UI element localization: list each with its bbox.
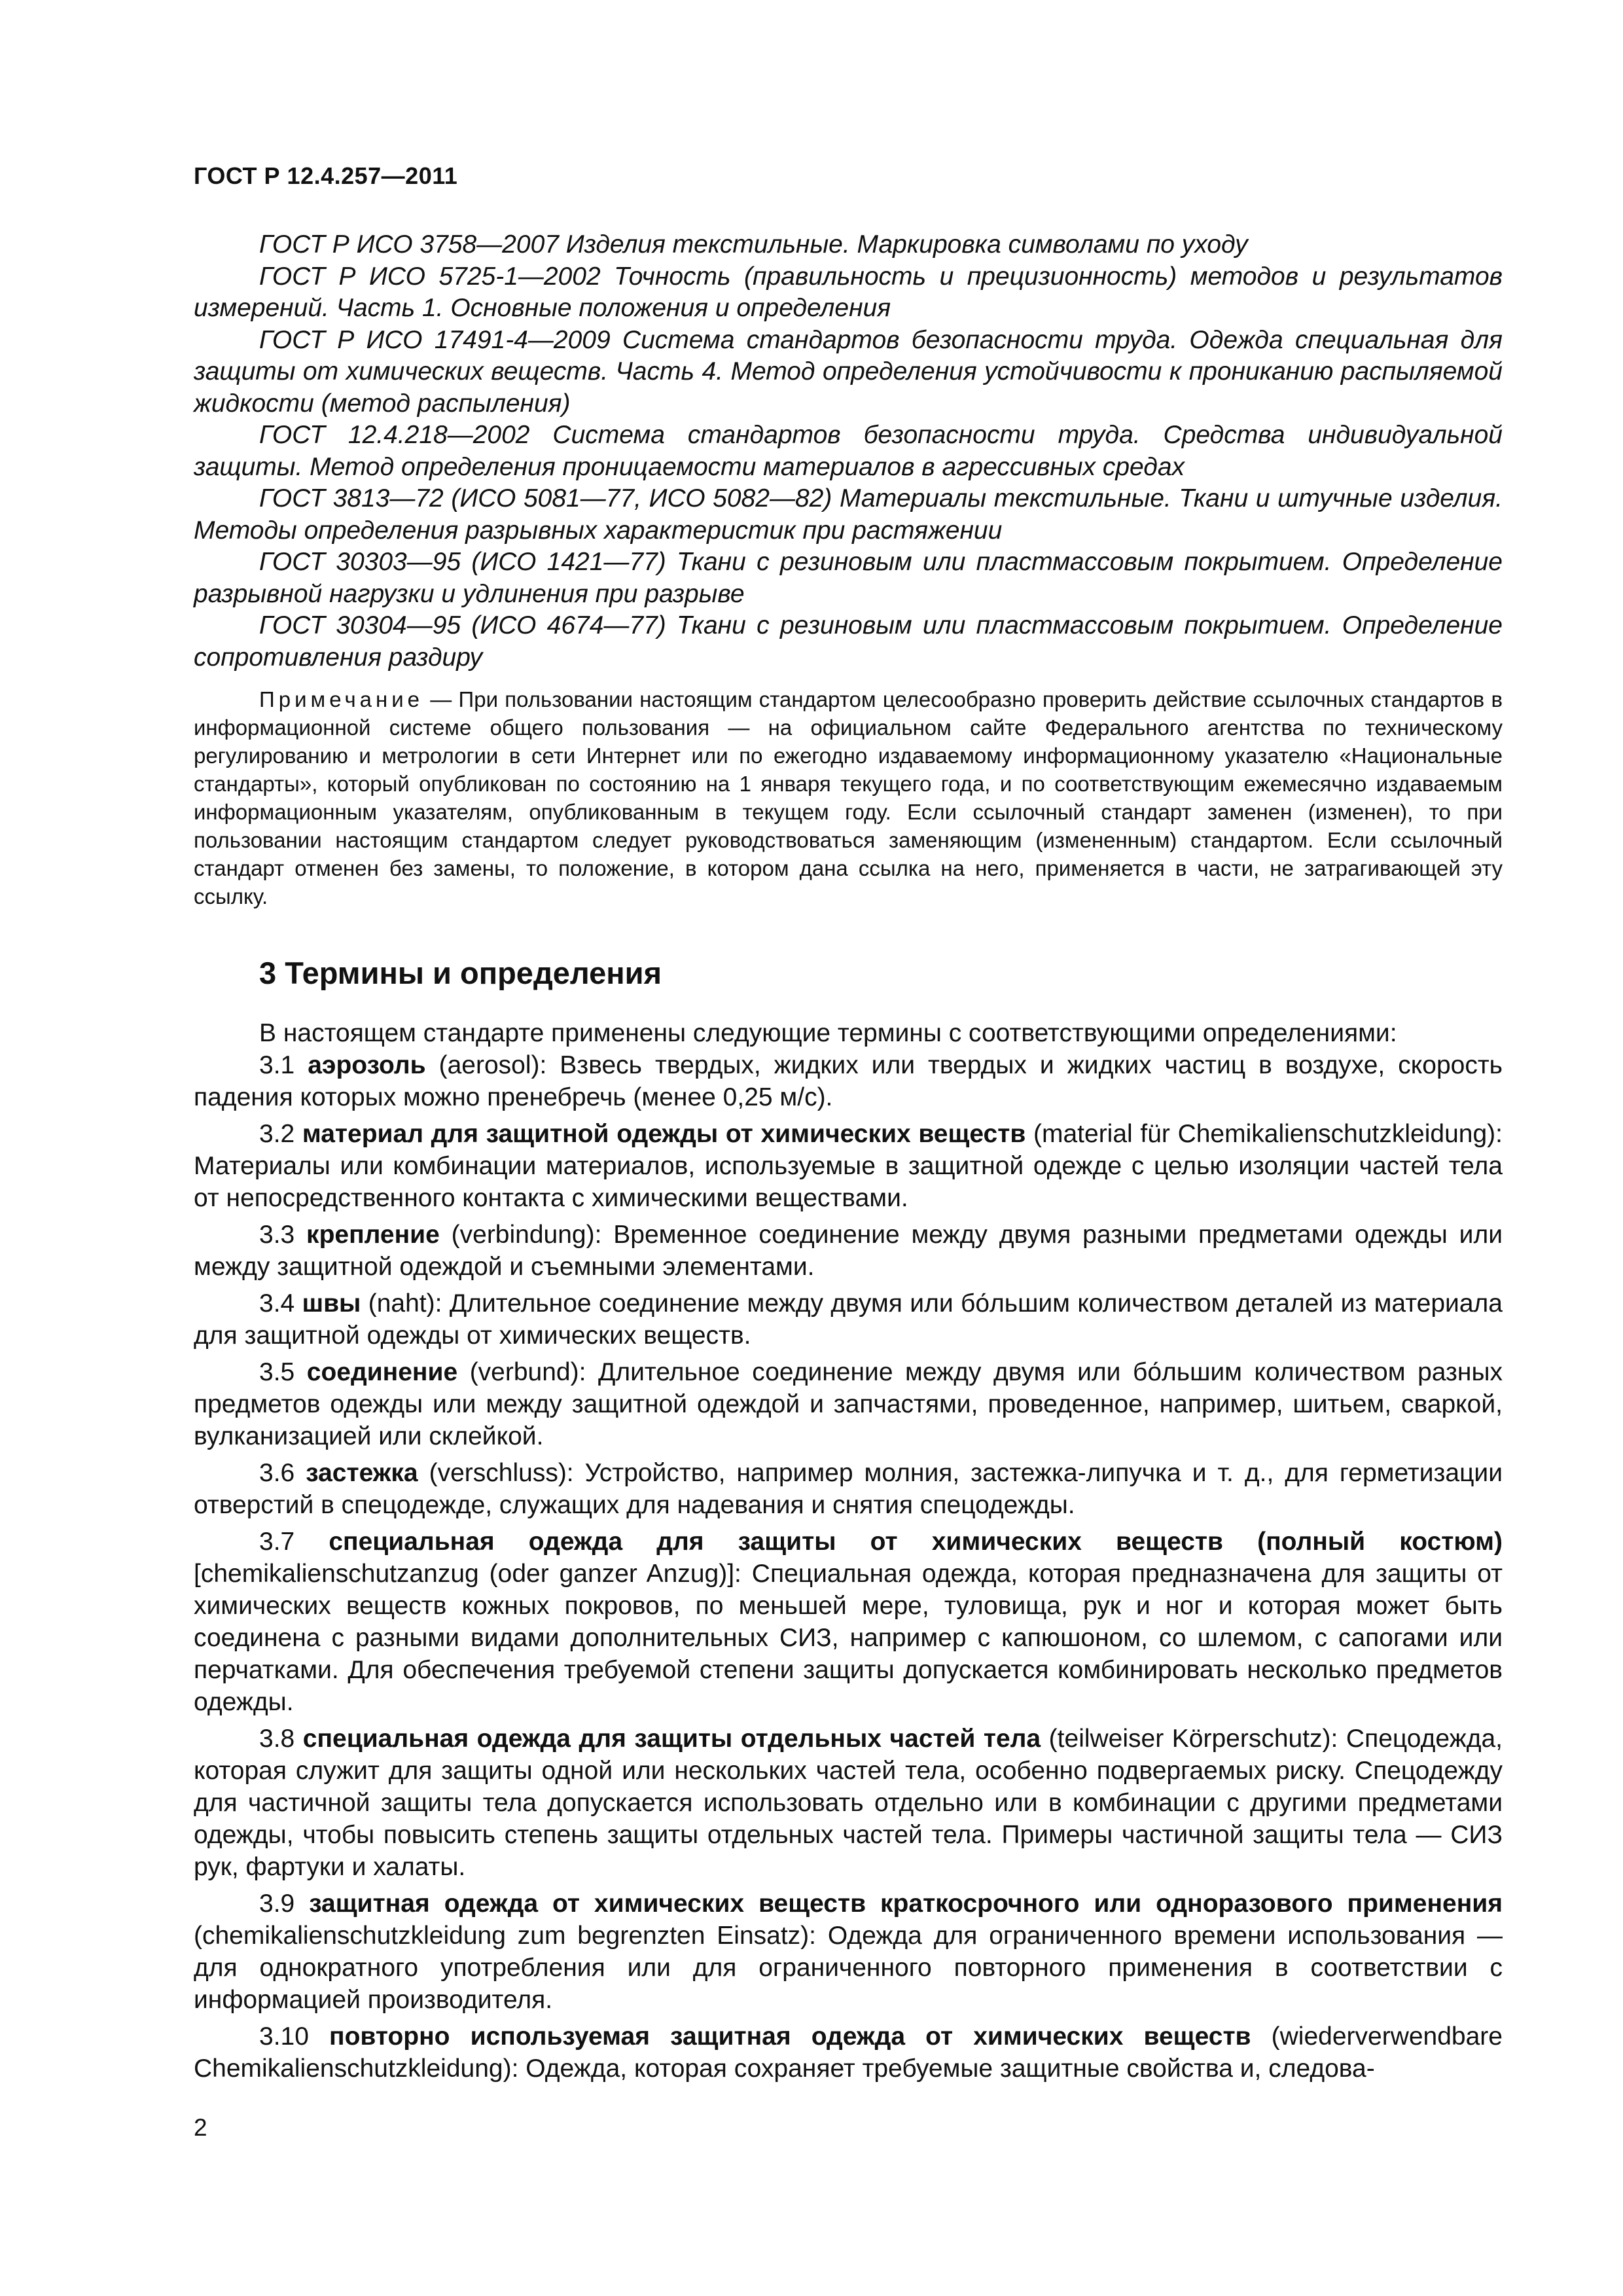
term-text: (chemikalienschutzkleidung zum begrenzten Einsatz): Одежда для ограниченного времени использования — для однократного употребления или для ограниченного повторного применения в соответствии с информацией производителя. — [194, 1922, 1503, 2014]
term-definition — [194, 1049, 1503, 1113]
term-text: (verbund): Длительное соединение между двумя или бо́льшим количеством разных предметов одежды или между защитной одеждой и запчастями, проведенное, например, шитьем, сваркой, вулканизацией или склейкой. — [194, 1358, 1503, 1450]
term-name: защитная одежда от химических веществ краткосрочного или одноразового применения — [309, 1890, 1503, 1918]
term-name: крепление — [306, 1221, 440, 1249]
term-number: 3.4 — [259, 1289, 302, 1318]
term-number: 3.6 — [259, 1459, 306, 1487]
term-text: (aerosol): Взвесь твердых, жидких или твердых и жидких частиц в воздухе, скорость падения которых можно пренебречь (менее 0,25 м/с). — [194, 1051, 1503, 1111]
reference-item: ГОСТ Р ИСО 17491-4—2009 Система стандартов безопасности труда. Одежда специальная для защиты от химических веществ. Часть 4. Метод определения устойчивости к прониканию распыляемой жидкости (метод распыления) — [194, 325, 1503, 418]
section-intro: В настоящем стандарте применены следующие термины с соответствующими определениями: — [259, 1019, 1397, 1047]
note-label: Примечание — [259, 687, 424, 711]
term-name: застежка — [306, 1459, 418, 1487]
term-name: швы — [302, 1289, 361, 1318]
term-text: (wiederverwendbare Chemikalienschutzkleidung): Одежда, которая сохраняет требуемые защитные свойства и, следова- — [194, 2022, 1503, 2083]
term-definition — [194, 1526, 1503, 1718]
term-definition — [194, 1118, 1503, 1214]
page-content — [194, 229, 1503, 2089]
term-name: материал для защитной одежды от химических веществ — [302, 1120, 1026, 1148]
term-definition — [194, 1457, 1503, 1521]
reference-item: ГОСТ 30303—95 (ИСО 1421—77) Ткани с резиновым или пластмассовым покрытием. Определение разрывной нагрузки и удлинения при разрыве — [194, 548, 1503, 608]
term-text: (verschluss): Устройство, например молния, застежка-липучка и т. д., для герметизации отверстий в спецодежде, служащих для надевания и снятия спецодежды. — [194, 1459, 1503, 1519]
term-definition — [194, 2020, 1503, 2085]
terms-section — [194, 1017, 1503, 2085]
normative-references-list — [194, 229, 1503, 673]
term-text: (material für Chemikalienschutzkleidung): Материалы или комбинации материалов, используемые в защитной одежде с целью изоляции частей тела от непосредственного контакта с химическими веществами. — [194, 1120, 1503, 1212]
page-number: 2 — [194, 2114, 207, 2141]
term-definition — [194, 1356, 1503, 1452]
reference-item: ГОСТ Р ИСО 3758—2007 Изделия текстильные. Маркировка символами по уходу — [259, 230, 1248, 259]
term-name: специальная одежда для защиты отдельных частей тела — [302, 1725, 1041, 1753]
term-text: (naht): Длительное соединение между двумя или бо́льшим количеством деталей из материала для защитной одежды от химических веществ. — [194, 1289, 1503, 1350]
note-text: — При пользовании настоящим стандартом целесообразно проверить действие ссылочных стандартов в информационной системе общего пользования — на официальном сайте Федерального агентства по техническому регулированию и метрологии в сети Интернет или по ежегодно издаваемому информационному указателю «Национальные стандарты», который опубликован по состоянию на 1 января текущего года, и по соответствующим ежемесячно издаваемым информационным указателям, опубликованным в текущем году. Если ссылочный стандарт заменен (изменен), то при пользовании настоящим стандартом следует руководствоваться заменяющим (измененным) стандартом. Если ссылочный стандарт отменен без замены, то положение, в котором дана ссылка на него, применяется в части, не затрагивающей эту ссылку. — [194, 687, 1503, 908]
term-number: 3.3 — [259, 1221, 307, 1249]
term-number: 3.2 — [259, 1120, 302, 1148]
reference-item: ГОСТ 30304—95 (ИСО 4674—77) Ткани с резиновым или пластмассовым покрытием. Определение сопротивления раздиру — [194, 611, 1503, 672]
term-number: 3.7 — [259, 1528, 329, 1556]
term-definition — [194, 1219, 1503, 1283]
term-text: (teilweiser Körperschutz): Спецодежда, которая служит для защиты одной или нескольких частей тела, особенно подвергаемых риску. Спецодежду для частичной защиты тела допускается использовать отдельно или в комбинации с другими предметами одежды, чтобы повысить степень защиты отдельных частей тела. Примеры частичной защиты тела — СИЗ рук, фартуки и халаты. — [194, 1725, 1503, 1881]
reference-item: ГОСТ 3813—72 (ИСО 5081—77, ИСО 5082—82) Материалы текстильные. Ткани и штучные изделия. Методы определения разрывных характеристик при растяжении — [194, 484, 1503, 545]
term-definition — [194, 1287, 1503, 1352]
term-name: специальная одежда для защиты от химических веществ (полный костюм) — [329, 1528, 1503, 1556]
term-number: 3.9 — [259, 1890, 310, 1918]
term-text: (verbindung): Временное соединение между двумя разными предметами одежды или между защитной одеждой и съемными элементами. — [194, 1221, 1503, 1281]
document-number-header: ГОСТ Р 12.4.257—2011 — [194, 162, 458, 189]
term-text: [chemikalienschutzanzug (oder ganzer Anzug)]: Специальная одежда, которая предназначена для защиты от химических веществ кожных покровов, по меньшей мере, туловища, рук и ног и которая может быть соединена с разными видами дополнительных СИЗ, например с капюшоном, со шлемом, с сапогами или перчатками. Для обеспечения требуемой степени защиты допускается комбинировать несколько предметов одежды. — [194, 1560, 1503, 1716]
term-definition — [194, 1723, 1503, 1883]
term-number: 3.5 — [259, 1358, 307, 1386]
term-number: 3.8 — [259, 1725, 303, 1753]
term-number: 3.1 — [259, 1051, 308, 1079]
reference-item: ГОСТ 12.4.218—2002 Система стандартов безопасности труда. Средства индивидуальной защиты. Метод определения проницаемости материалов в агрессивных средах — [194, 421, 1503, 481]
reference-item: ГОСТ Р ИСО 5725-1—2002 Точность (правильность и прецизионность) методов и результатов измерений. Часть 1. Основные положения и определения — [194, 262, 1503, 322]
term-name: повторно используемая защитная одежда от химических веществ — [329, 2022, 1251, 2051]
term-name: соединение — [306, 1358, 458, 1386]
term-definition — [194, 1888, 1503, 2016]
section-heading: 3 Термины и определения — [259, 956, 662, 990]
term-number: 3.10 — [259, 2022, 330, 2051]
note-paragraph — [194, 685, 1503, 910]
term-name: аэрозоль — [308, 1051, 426, 1079]
